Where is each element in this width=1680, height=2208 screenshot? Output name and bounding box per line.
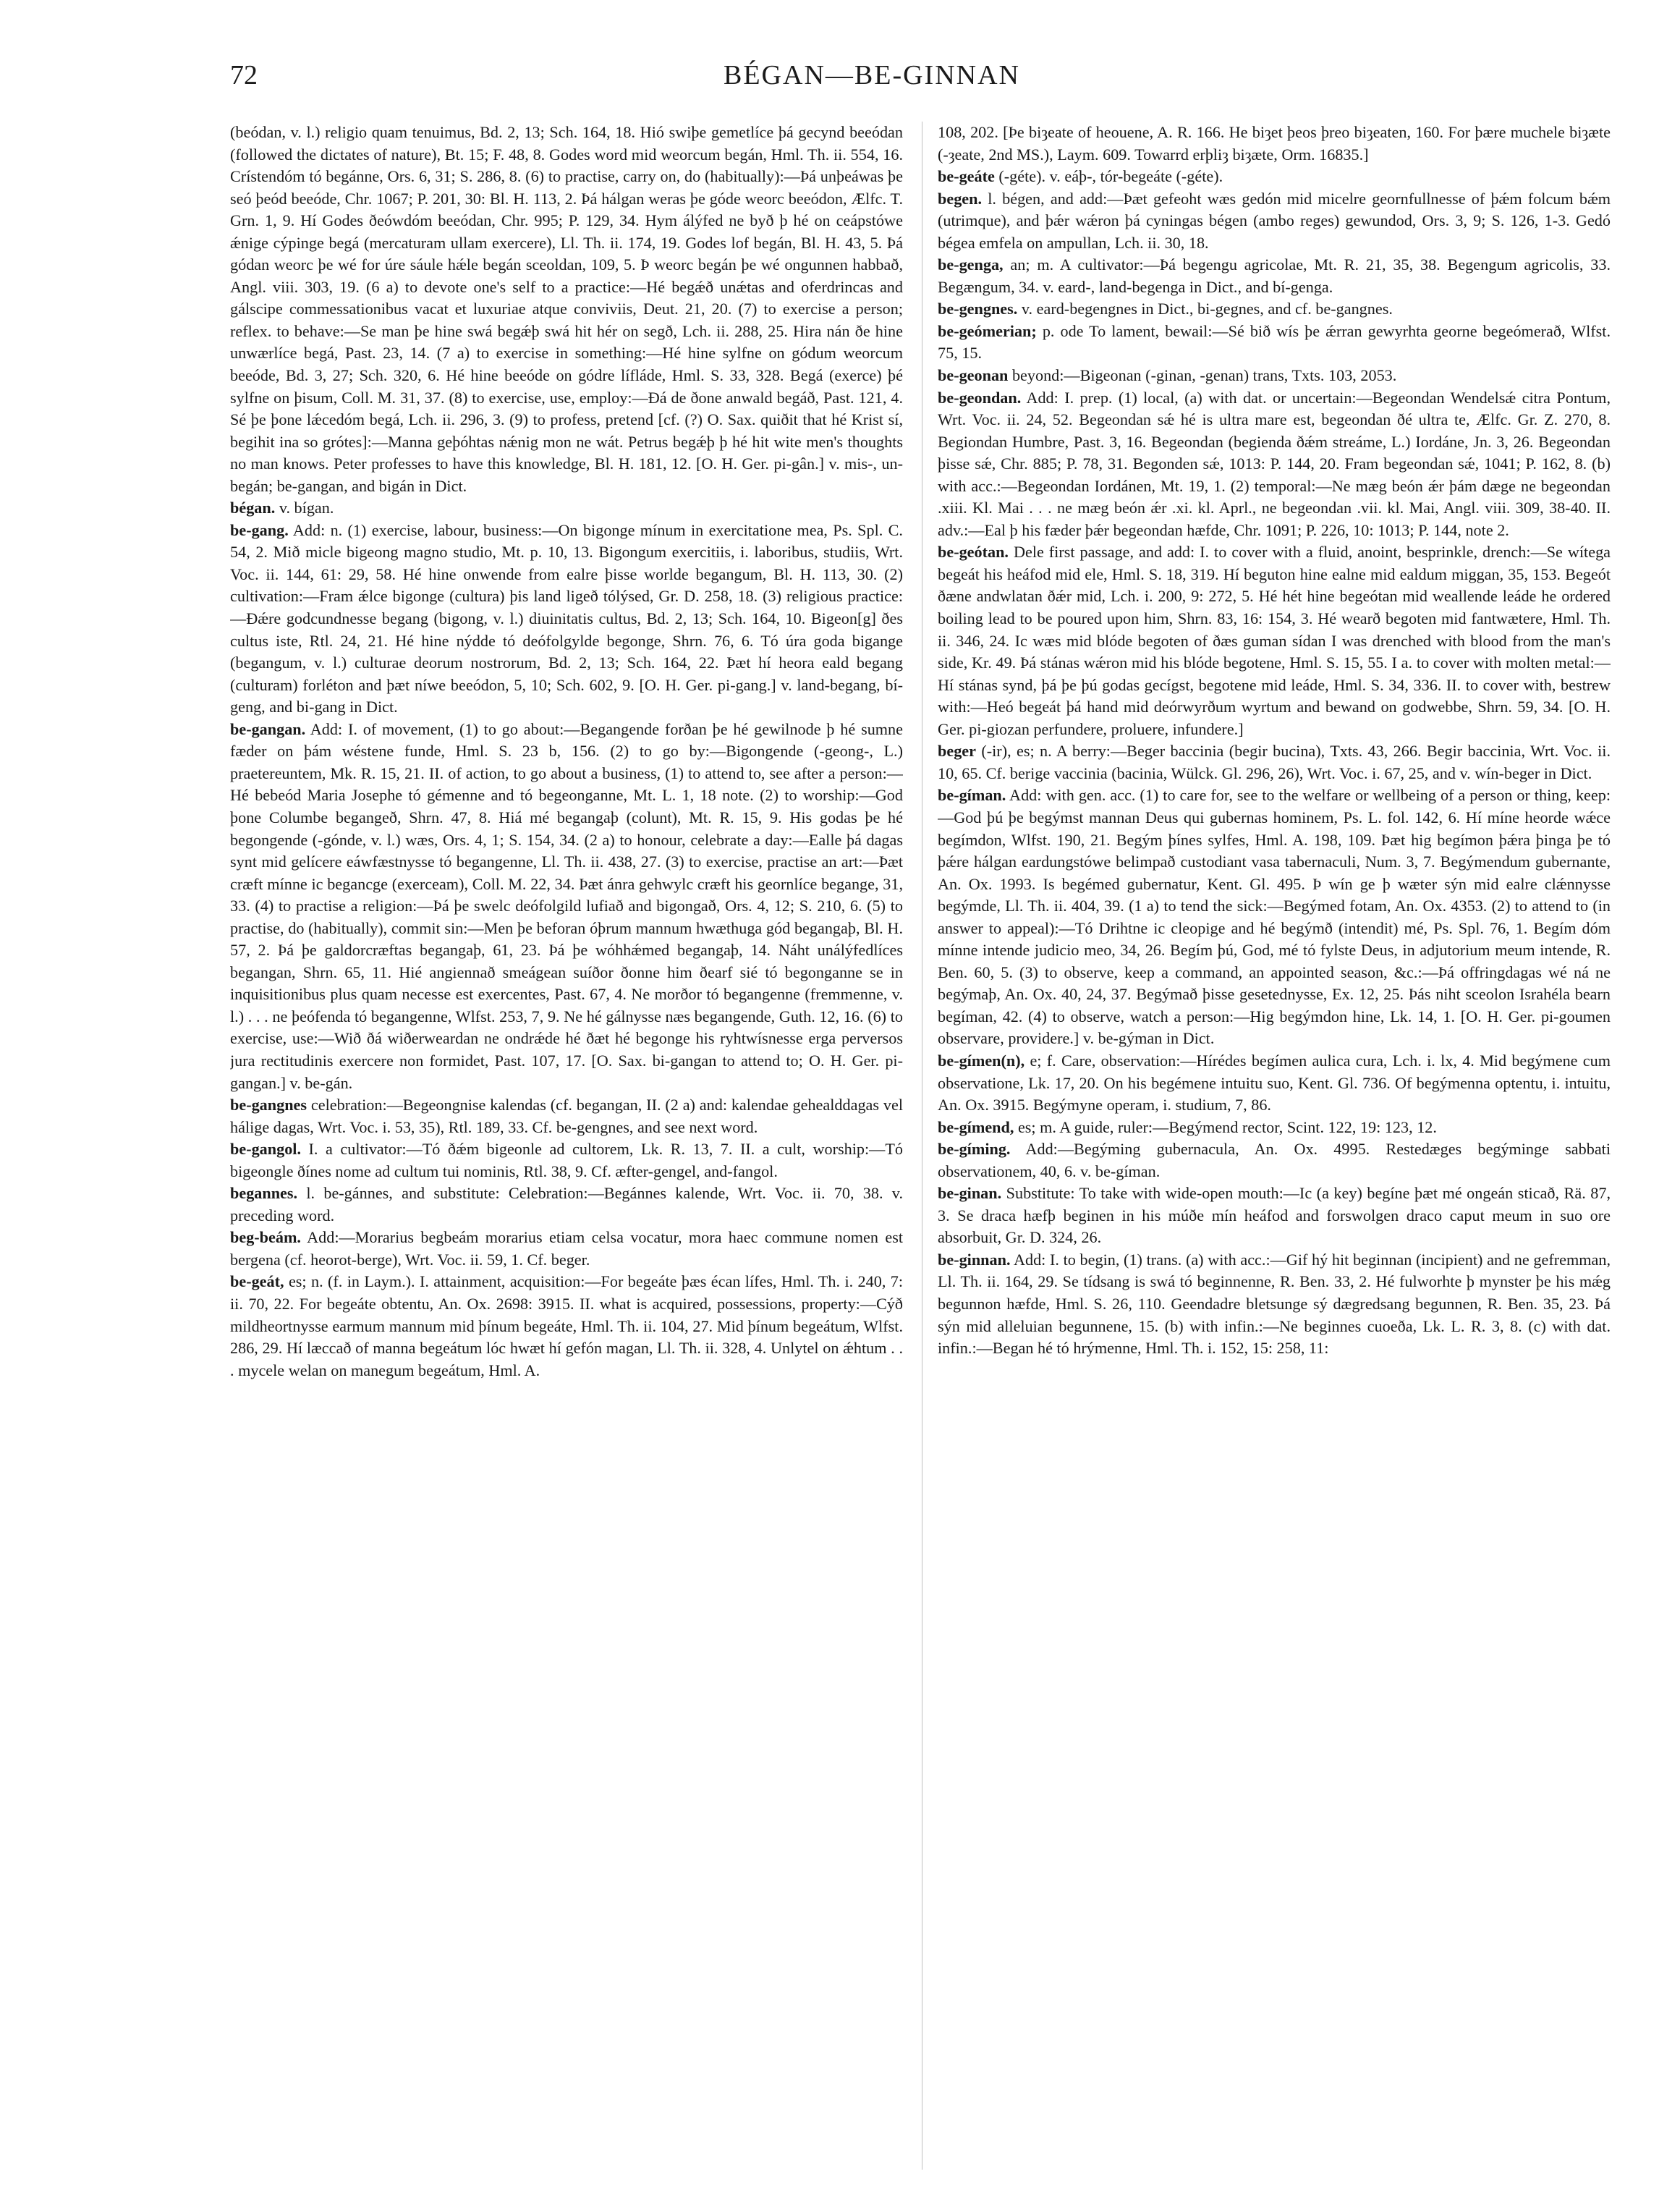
entry-text: Dele first passage, and add: I. to cover with a fluid, anoint, besprinkle, drench:—Se wítega begeát his heáfod mid ele, Hml. S. 18, 319. Hí beguton hine ealne mid ealdum miggan, 35, 153. Begeót ðæne andwlatan ðǽr mid, Lch. i. 200, 9: 272, 5. Hé hét hine begeótan mid weallende leáde he ordered boiling lead to be poured upon him, Shrn. 83, 16: 154, 3. Hé wearð begoten mid fantwætere, Hml. Th. ii. 346, 24. Ic wæs mid blóde begoten of ðæs guman sídan I was drenched with blood from the man's side, Kr. 49. Þá stánas wǽron mid his blóde begotene, Hml. S. 15, 55. I a. to cover with molten metal:—Hí stánas synd, þá þe þú godas gecígst, begotene mid leáde, Hml. S. 34, 336. II. to cover with, bestrew with:—Heó begeát þá hand mid deórwyrðum wyrtum and bewand on godwebbe, Shrn. 59, 34. [O. H. Ger. pi-giozan perfundere, proluere, infundere.] <box>938 543 1611 738</box>
right-column <box>938 122 1611 2184</box>
entry-be-geomerian <box>938 321 1611 365</box>
entry-text: Add: with gen. acc. (1) to care for, see to the welfare or wellbeing of a person or thing, keep:—God þú þe begýmst mannan Deus qui gubernas hominem, Ps. L. fol. 142, 6. Hí míne heorde wǽce begímdon, Wlfst. 190, 21. Begým þínes sylfes, Hml. A. 198, 109. Þæt hig begímon þǽra þinga þe tó þǽre hálgan eardungstówe belimpað custodiant vasa tabernaculi, Num. 3, 7. Begýmendum gubernante, An. Ox. 1993. Is begémed gubernatur, Kent. Gl. 495. Þ wín ge þ wæter sýn mid ealre clǽnnysse begýmde, Ll. Th. ii. 404, 39. (1 a) to tend the sick:—Begýmed fotam, An. Ox. 4353. (2) to attend to (in answer to appeal):—Tó Drihtne ic cleopige and hé begýmð (intendit) mé, Ps. Spl. 76, 1. Begím dóm mínne intende judicio meo, 34, 26. Begím þú, God, mé tó fylste Deus, in adjutorium meum intende, R. Ben. 60, 5. (3) to observe, keep a command, an appointed season, &c.:—Þá offringdagas wé ná ne begýmaþ, An. Ox. 40, 24, 37. Begýmað þisse gesetednysse, Ex. 12, 25. Þás niht sceolon Israhéla bearn begíman, 42. (4) to observe, watch a person:—Hig begýmdon hine, Lk. 14, 1. [O. H. Ger. pi-goumen observare, providere.] v. be-gýman in Dict. <box>938 786 1611 1048</box>
entry-be-geotan <box>938 541 1611 740</box>
headword: begen. <box>938 189 983 208</box>
entry-text: v. eard-begengnes in Dict., bi-gegnes, and cf. be-gangnes. <box>1021 300 1393 318</box>
left-column <box>230 122 903 2184</box>
headword: be-gangnes <box>230 1096 307 1114</box>
entry-text: l. be-gánnes, and substitute: Celebration:—Begánnes kalende, Wrt. Voc. ii. 70, 38. v. preceding word. <box>230 1184 903 1224</box>
headword: be-ginan. <box>938 1184 1002 1203</box>
entry-be-gangol <box>230 1138 903 1183</box>
entry-text: es; n. (f. in Laym.). I. attainment, acquisition:—For begeáte þæs écan lífes, Hml. Th. i. 240, 7: ii. 70, 22. For begeáte obtentu, An. Ox. 2698: 3915. II. what is acquired, possessions, property:—Cýð mildheortnysse earmum mannum mid þínum begeáte, Hml. Th. ii. 104, 27. Mid þínum begeátum, Wlfst. 286, 29. Hí læccað of manna begeátum lóc hwæt hí gefón magan, Ll. Th. ii. 328, 4. Unlytel on ǽhtum . . . mycele welan on manegum begeátum, Hml. A. <box>230 1272 903 1379</box>
entry-text: (beódan, v. l.) religio quam tenuimus, Bd. 2, 13; Sch. 164, 18. Hió swiþe gemetlíce þá gecynd beeódan (followed the dictates of nature), Bt. 15; F. 48, 8. Godes word mid weorcum begán, Hml. Th. ii. 554, 16. Crístendóm tó begánne, Ors. 6, 31; S. 286, 8. (6) to practise, carry on, do (habitually):—Þá unþeáwas þe seó þeód beeóde, Chr. 1067; P. 201, 30: Bl. H. 113, 2. Þá hálgan weras þe góde weorc beeódon, Ælfc. T. Grn. 1, 9. Hí Godes ðeówdóm beeódan, Chr. 995; P. 129, 34. Hym álýfed ne byð þ hé on ceápstówe ǽnige cýpinge begá (mercaturam ullam exercere), Ll. Th. ii. 174, 19. Godes lof begán, Bl. H. 43, 5. Þá gódan weorc þe wé for úre sáule hǽle begán sceoldan, 109, 5. Þ weorc begán þe wé ongunnen habbað, Angl. viii. 303, 19. (6 a) to devote one's self to a practice:—Hé begǽð unǽtas and oferdrincas and gálscipe commessationibus vacat et luxuriae atque conviviis, Deut. 21, 20. (7) to exercise a person; reflex. to behave:—Se man þe hine swá begǽþ swá hit hér on segð, Lch. ii. 288, 25. Hira nán ðe hine unwærlíce begá, Past. 23, 14. (7 a) to exercise in something:—Hé hine sylfne on gódum weorcum beeóde, Bd. 3, 27; Sch. 320, 6. Hé hine beeóde on gódre lífláde, Hml. S. 33, 328. Begá (exerce) þé sylfne on þisum, Coll. M. 31, 37. (8) to exercise, use, employ:—Ðá de ðone anwald begáð, Past. 121, 4. Sé þe þone lǽcedóm begá, Lch. ii. 296, 3. (9) to profess, pretend [cf. (?) O. Sax. quiðit that hé Krist sí, begihit ina so grótes]:—Manna geþóhtas nǽnig mon ne wát. Petrus begǽþ þ hé hit wite men's thoughts no man knows. Peter professes to have this knowledge, Bl. H. 181, 12. [O. H. Ger. pi-gân.] v. mis-, un-begán; be-gangan, and bigán in Dict. <box>230 123 903 495</box>
headword: beger <box>938 742 976 761</box>
entry-be-gang <box>230 520 903 719</box>
entry-text: es; m. A guide, ruler:—Begýmend rector, Scint. 122, 19: 123, 12. <box>1017 1117 1437 1136</box>
page-number: 72 <box>230 60 258 90</box>
headword: be-gang. <box>230 520 289 539</box>
headword: begannes. <box>230 1184 298 1203</box>
entry-be-geate <box>938 166 1611 188</box>
entry-text: Add: n. (1) exercise, labour, business:—On bigonge mínum in exercitatione mea, Ps. Spl. C. 54, 2. Mið micle bigeong magno studio, Mt. p. 10, 13. Bigongum exercitiis, i. laboribus, studiis, Wrt. Voc. ii. 144, 61: 29, 58. Hé hine onwende from ealre þisse worlde begangum, Bl. H. 113, 30. (2) cultivation:—Fram ǽlce bigonge (cultura) þis land ligeð tólýsed, Gr. D. 258, 18. (3) religious practice:—Ðǽre godcundnesse begang (bigong, v. l.) diuinitatis cultus, Bd. 2, 13; Sch. 164, 10. Bigeon[g] ðes cultus iste, Rtl. 24, 21. Hé hine nýdde tó deófolgylde begonge, Shrn. 76, 6. Tó úra goda bigange (begangum, v. l.) culturae deorum nostrorum, Bd. 2, 13; Sch. 164, 22. Þæt hí heora eald begang (culturam) forléton and þæt níwe beeódon, 5, 10; Sch. 602, 9. [O. H. Ger. pi-gang.] v. land-begang, bí-geng, and bi-gang in Dict. <box>230 520 903 716</box>
entry-be-ginan <box>938 1183 1611 1249</box>
entry-begannes <box>230 1183 903 1227</box>
entry-begen <box>938 188 1611 255</box>
entry-text: p. ode To lament, bewail:—Sé bið wís þe ǽrran gewyrhta georne begeómerað, Wlfst. 75, 15. <box>938 321 1611 363</box>
entry-text: Add: I. prep. (1) local, (a) with dat. or uncertain:—Begeondan Wendelsǽ citra Pontum, Wrt. Voc. ii. 24, 52. Begeondan sǽ hé is ultra mare est, begeondan ðé ultra te, Ælfc. Gr. Z. 270, 8. Begiondan Humbre, Past. 3, 16. Begeondan (begienda ðǽm streáme, L.) Iordáne, Jn. 3, 26. Begeondan þisse sǽ, Chr. 885; P. 78, 31. Begonden sǽ, 1013: P. 144, 20. Fram begeondan sǽ, 1041; P. 162, 8. (b) with acc.:—Begeondan Iordánen, Mt. 19, 1. (2) temporal:—Ne mæg beón ǽr þám dæge ne begeondan .xiii. Kl. Mai . . . ne mæg beón ǽr .xi. kl. Aprl., ne begeondan .vii. kl. Mai, Angl. viii. 309, 38-40. II. adv.:—Eal þ his fæder þǽr begeondan hæfde, Chr. 1091; P. 226, 10: 1013; P. 144, note 2. <box>938 388 1611 539</box>
headword: bégan. <box>230 499 276 517</box>
entry-be-gengnes <box>938 298 1611 321</box>
entry-text: beyond:—Bigeonan (-ginan, -genan) trans, Txts. 103, 2053. <box>1011 366 1397 385</box>
entry-text: e; f. Care, observation:—Hírédes begímen aulica cura, Lch. i. lx, 4. Mid begýmene cum observatione, Lk. 17, 20. On his begémene intuitu suo, Kent. Gl. 736. Of begýmenna optentu, i. intuitu, An. Ox. 3915. Begýmyne operam, i. studium, 7, 86. <box>938 1051 1611 1114</box>
entry-text: Add: I. of movement, (1) to go about:—Begangende forðan þe hé gewilnode þ hé sumne fæder on þám wéstene funde, Hml. S. 23 b, 156. (2) to go by:—Bigongende (-geong-, L.) praetereuntem, Mk. R. 15, 21. II. of action, to go about a business, (1) to attend to, see after a person:—Hé bebeód Maria Josephe tó gémenne and tó begeonganne, Mt. L. 1, 18 note. (2) to worship:—God þone Columbe begangeð, Shrn. 47, 8. Hiá mé begangaþ (colunt), Mt. R. 15, 9. His godas þe hé begongende (-gónde, v. l.) wæs, Ors. 4, 1; S. 154, 34. (2 a) to honour, celebrate a day:—Ealle þá dagas synt mid gelícere eáwfæstnysse tó begangenne, Ll. Th. ii. 438, 27. (3) to exercise, practise an art:—Þæt cræft mínne ic begancge (exerceam), Coll. M. 22, 34. Þæt ánra gehwylc cræft his geornlíce begange, 31, 33. (4) to practise a religion:—Þá þe swelc deófolgild lufiað and bigongað, Ors. 4, 12; S. 210, 6. (5) to practise, do (habitually), commit sin:—Men þe beforan óþrum mannum hwæthuga gód begangaþ, Bl. H. 57, 2. Þá þe galdorcræftas begangaþ, 61, 23. Þá þe wóhhǽmed begangaþ, 14. Náht unálýfedlíces begangan, Shrn. 65, 11. Hié angiennað smeágean suíðor ðonne him ðearf sié tó begonganne se in inquisitionibus plus quam necesse est exercentes, Past. 67, 4. Ne morðor tó begangenne (fremmenne, v. l.) . . . ne þeófenda tó begangenne, Wlfst. 253, 7, 9. Ne hé gálnysse næs begangende, Guth. 12, 16. (6) to exercise, use:—Wið ðá wiðerweardan ne ondrǽde hé ðæt hé begonge his ryhtwísnesse erga perversos jura rectitudinis exercere non formidet, Past. 107, 17. [O. Sax. bi-gangan to attend to; O. H. Ger. pi-gangan.] v. be-gán. <box>230 719 903 1092</box>
entry-text: Add:—Begýming gubernacula, An. Ox. 4995. Restedæges begýminge sabbati observationem, 40, 6. v. be-gíman. <box>938 1140 1611 1180</box>
entry-be-geondan <box>938 387 1611 542</box>
headword: be-gengnes. <box>938 300 1018 318</box>
entry-text: (-géte). v. eáþ-, tór-begeáte (-géte). <box>998 167 1223 186</box>
entry-be-ginnan <box>938 1249 1611 1360</box>
headword: be-geondan. <box>938 388 1022 407</box>
headword: be-gíming. <box>938 1140 1011 1159</box>
entry-be-geonan <box>938 365 1611 387</box>
entry-text: Substitute: To take with wide-open mouth:—Ic (a key) begíne þæt mé ongeán sticað, Rä. 87, 3. Se draca hæfþ beginen in his múðe mín heáfod and forswolgen draco caput meum in suo ore absorbuit, Gr. D. 324, 26. <box>938 1184 1611 1247</box>
entry-be-giman <box>938 784 1611 1050</box>
headword: be-geáte <box>938 167 995 186</box>
entry-text: celebration:—Begeongnise kalendas (cf. begangan, II. (2 a) and: kalendae gehealddagas vel hálige dagas, Wrt. Voc. i. 53, 35), Rtl. 189, 33. Cf. be-gengnes, and see next word. <box>230 1096 903 1136</box>
entry-continuation <box>230 122 903 497</box>
headword: be-geát, <box>230 1272 284 1291</box>
headword: be-gíman. <box>938 786 1006 805</box>
entry-text: Add: I. to begin, (1) trans. (a) with acc.:—Gif hý hit beginnan (incipient) and ne gefremman, Ll. Th. ii. 164, 29. Se tídsang is swá tó beginnenne, R. Ben. 33, 2. Hé fulworhte þ mynster þe his mǽg begunnon hæfde, Hml. S. 26, 110. Geendadre bletsunge sý dægredsang begunnen, R. Ben. 35, 23. Þá sýn mid alleluian begunnene, 15. (b) with infin.:—Ne beginnes cuoeða, Lk. L. R. 3, 8. (c) with dat. infin.:—Began hé tó hrýmenne, Hml. Th. i. 152, 15: 258, 11: <box>938 1250 1611 1358</box>
headword: be-gímend, <box>938 1117 1014 1136</box>
running-head: BÉGAN—BE-GINNAN <box>724 60 1020 90</box>
entry-be-geat <box>230 1271 903 1382</box>
entry-text: an; m. A cultivator:—Þá begengu agricolae, Mt. R. 21, 35, 38. Begengum agricolis, 33. Begængum, 34. v. eard-, land-begenga in Dict., and bí-genga. <box>938 255 1611 296</box>
entry-beger <box>938 740 1611 784</box>
entry-text: 108, 202. [Þe biȝeate of heouene, A. R. 166. He biȝet þeos þreo biȝeaten, 160. For þære muchele biȝæte (-ȝeate, 2nd MS.), Laym. 609. Towarrd erþliȝ biȝæte, Orm. 16835.] <box>938 123 1611 164</box>
headword: be-ginnan. <box>938 1250 1011 1269</box>
headword: be-gangol. <box>230 1140 302 1159</box>
entry-text: Add:—Morarius begbeám morarius etiam celsa vocatur, mora haec commune nomen est bergena (cf. heorot-berge), Wrt. Voc. ii. 59, 1. Cf. beger. <box>230 1228 903 1269</box>
headword: be-geótan. <box>938 543 1009 562</box>
headword: be-gímen(n), <box>938 1051 1025 1070</box>
entry-continuation <box>938 122 1611 166</box>
entry-text: v. bígan. <box>279 499 334 517</box>
headword: be-gangan. <box>230 719 306 738</box>
headword: be-genga, <box>938 255 1004 274</box>
entry-began <box>230 497 903 520</box>
entry-be-gimenn <box>938 1050 1611 1117</box>
headword: beg-beám. <box>230 1228 301 1247</box>
entry-be-giming <box>938 1138 1611 1183</box>
headword: be-geonan <box>938 366 1009 385</box>
entry-beg-beam <box>230 1227 903 1271</box>
entry-text: I. a cultivator:—Tó ðǽm bigeonle ad cultorem, Lk. R. 13, 7. II. a cult, worship:—Tó bigeongle ðínes nome ad cultum tui nominis, Rtl. 38, 9. Cf. æfter-gengel, and-fangol. <box>230 1140 903 1180</box>
entry-be-gimend <box>938 1117 1611 1139</box>
entry-be-gangnes <box>230 1094 903 1138</box>
entry-text: l. bégen, and add:—Þæt gefeoht wæs gedón mid micelre geornfullnesse of þǽm folcum bǽm (utrimque), and þǽr wǽron þá cyningas bégen (ambo reges) gewundod, Ors. 3, 9; S. 126, 1-3. Gedó bégea emfela on ampullan, Lch. ii. 30, 18. <box>938 189 1611 252</box>
headword: be-geómerian; <box>938 321 1037 340</box>
entry-text: (-ir), es; n. A berry:—Beger baccinia (begir bucina), Txts. 43, 266. Begir baccinia, Wrt. Voc. ii. 10, 65. Cf. berige vaccinia (bacinia, Wülck. Gl. 296, 26), Wrt. Voc. i. 67, 25, and v. wín-beger in Dict. <box>938 742 1611 782</box>
entry-be-genga <box>938 254 1611 298</box>
entry-be-gangan <box>230 719 903 1094</box>
